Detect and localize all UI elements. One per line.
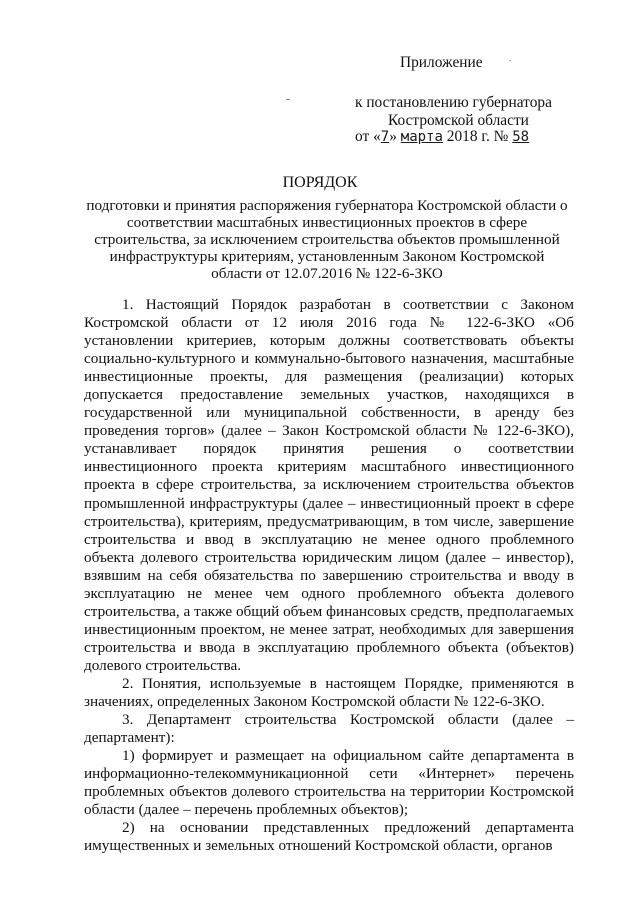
date-prefix: от « <box>355 128 381 145</box>
handwritten-day: 7 <box>380 129 390 145</box>
handwritten-number: 58 <box>512 129 530 145</box>
paragraph-3: 3. Департамент строительства Костромской области (далее – департамент): <box>84 711 574 747</box>
date-mid: » <box>389 128 397 145</box>
scan-mark <box>286 99 290 100</box>
subparagraph-2: 2) на основании представленных предложений департамента имущественных и земельных отношений Костромской области, органов <box>84 819 574 855</box>
document-title: ПОРЯДОК <box>282 174 358 191</box>
resolution-reference: к постановлению губернатора <box>355 94 552 111</box>
scan-speck <box>509 60 511 61</box>
subparagraph-1: 1) формирует и размещает на официальном сайте департамента в информационно-телекоммуникационной сети «Интернет» перечень проблемных объектов долевого строительства на территории Костромской области (далее – перечень проблемных объектов); <box>84 747 574 819</box>
document-body <box>84 296 574 855</box>
region-name: Костромской области <box>388 112 529 129</box>
document-subtitle: подготовки и принятия распоряжения губернатора Костромской области о соответствии масштабных инвестиционных проектов в сфере строительства, за исключением строительства объектов промышленной инфраструктуры критериям, установленным Законом Костромской области от 12.07.2016 № 122-6-ЗКО <box>86 197 568 282</box>
date-line <box>355 127 529 147</box>
paragraph-2: 2. Понятия, используемые в настоящем Порядке, применяются в значениях, определенных Законом Костромской области № 122-6-ЗКО. <box>84 674 574 711</box>
attachment-label: Приложение <box>400 54 483 71</box>
year-text: 2018 г. № <box>446 128 509 145</box>
handwritten-month: марта <box>400 129 443 145</box>
paragraph-1: 1. Настоящий Порядок разработан в соответствии с Законом Костромской области от 12 июля 2016 года № 122-6-ЗКО «Об установлении критериев, которым должны соответствовать объекты социально-культурного и коммунально-бытового назначения, масштабные инвестиционные проекты, для размещения (реализации) которых допускается предоставление земельных участков, находящихся в государственной или муниципальной собственности, в аренду без проведения торгов» (далее – Закон Костромской области № 122-6-ЗКО), устанавливает порядок принятия решения о соответствии инвестиционного проекта критериям масштабного инвестиционного проекта в сфере строительства, за исключением строительства объектов промышленной инфраструктуры (далее – инвестиционный проект в сфере строительства), критериям, предусматривающим, в том числе, завершение строительства и ввод в эксплуатацию не менее одного проблемного объекта долевого строительства юридическим лицом (далее – инвестор), взявшим на себя обязательства по завершению строительства и вводу в эксплуатацию не менее чем одного проблемного объекта долевого строительства, а также общий объем финансовых средств, предполагаемых инвестиционным проектом, не менее затрат, необходимых для завершения строительства и ввода в эксплуатацию проблемного объекта (объектов) долевого строительства. <box>84 296 574 674</box>
